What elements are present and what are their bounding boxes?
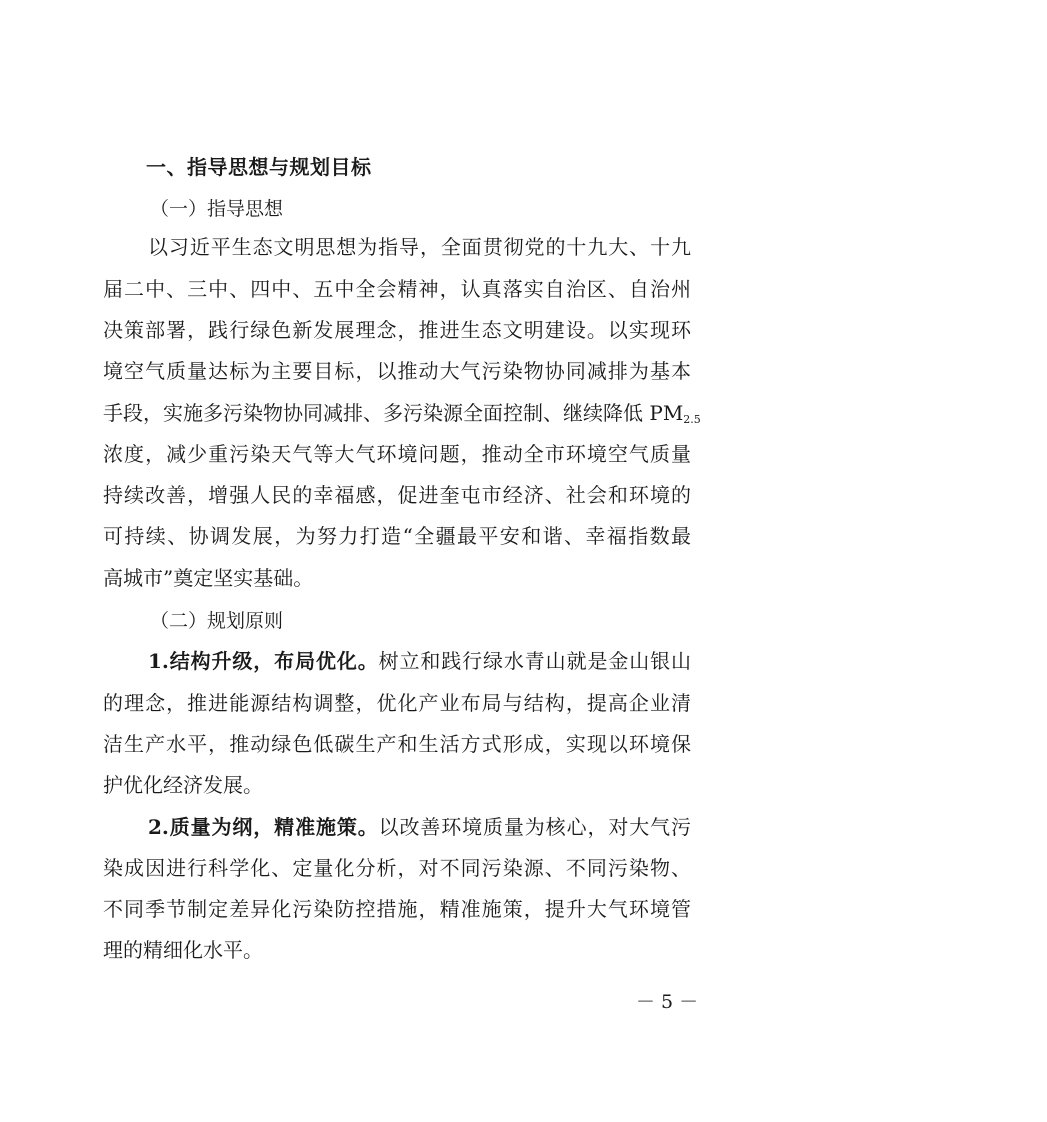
- paragraph-line: 洁生产水平，推动绿色低碳生产和生活方式形成，实现以环境保: [103, 732, 691, 756]
- paragraph-line: 染成因进行科学化、定量化分析，对不同污染源、不同污染物、: [103, 856, 691, 880]
- paragraph-line-text: 手段，实施多污染物协同减排、多污染源全面控制、继续降低 PM: [103, 401, 684, 425]
- principle-2-title: 2.质量为纲，精准施策。: [148, 815, 379, 839]
- paragraph-line: 理的精细化水平。: [103, 938, 263, 962]
- section-heading: 一、指导思想与规划目标: [146, 155, 372, 179]
- paragraph-line: 不同季节制定差异化污染防控措施，精准施策，提升大气环境管: [103, 897, 691, 921]
- paragraph-line: 届二中、三中、四中、五中全会精神，认真落实自治区、自治州: [103, 277, 691, 301]
- principles-subheading: （二）规划原则: [150, 610, 284, 632]
- principle-2-text: 以改善环境质量为核心，对大气污: [378, 815, 691, 839]
- paragraph-line: 护优化经济发展。: [103, 773, 263, 797]
- paragraph-line: 的理念，推进能源结构调整，优化产业布局与结构，提高企业清: [103, 691, 691, 715]
- principle-1-title: 1.结构升级，布局优化。: [148, 649, 379, 673]
- paragraph-line: 以习近平生态文明思想为指导，全面贯彻党的十九大、十九: [148, 235, 691, 259]
- paragraph-line-pm: [103, 398, 701, 428]
- paragraph-line: 高城市”奠定坚实基础。: [103, 566, 314, 590]
- paragraph-line: 可持续、协调发展，为努力打造“全疆最平安和谐、幸福指数最: [103, 524, 691, 548]
- pm-subscript: 2.5: [683, 413, 701, 426]
- principle-1-text: 树立和践行绿水青山就是金山银山: [378, 649, 691, 673]
- paragraph-line: 持续改善，增强人民的幸福感，促进奎屯市经济、社会和环境的: [103, 483, 691, 507]
- principle-2-first-line: [148, 812, 691, 842]
- paragraph-line: 决策部署，践行绿色新发展理念，推进生态文明建设。以实现环: [103, 318, 691, 342]
- paragraph-line: 境空气质量达标为主要目标，以推动大气污染物协同减排为基本: [103, 359, 691, 383]
- guiding-subheading: （一）指导思想: [150, 198, 284, 220]
- principle-1-first-line: [148, 646, 691, 676]
- page-number: － 5 －: [636, 991, 699, 1013]
- paragraph-line: 浓度，减少重污染天气等大气环境问题，推动全市环境空气质量: [103, 442, 691, 466]
